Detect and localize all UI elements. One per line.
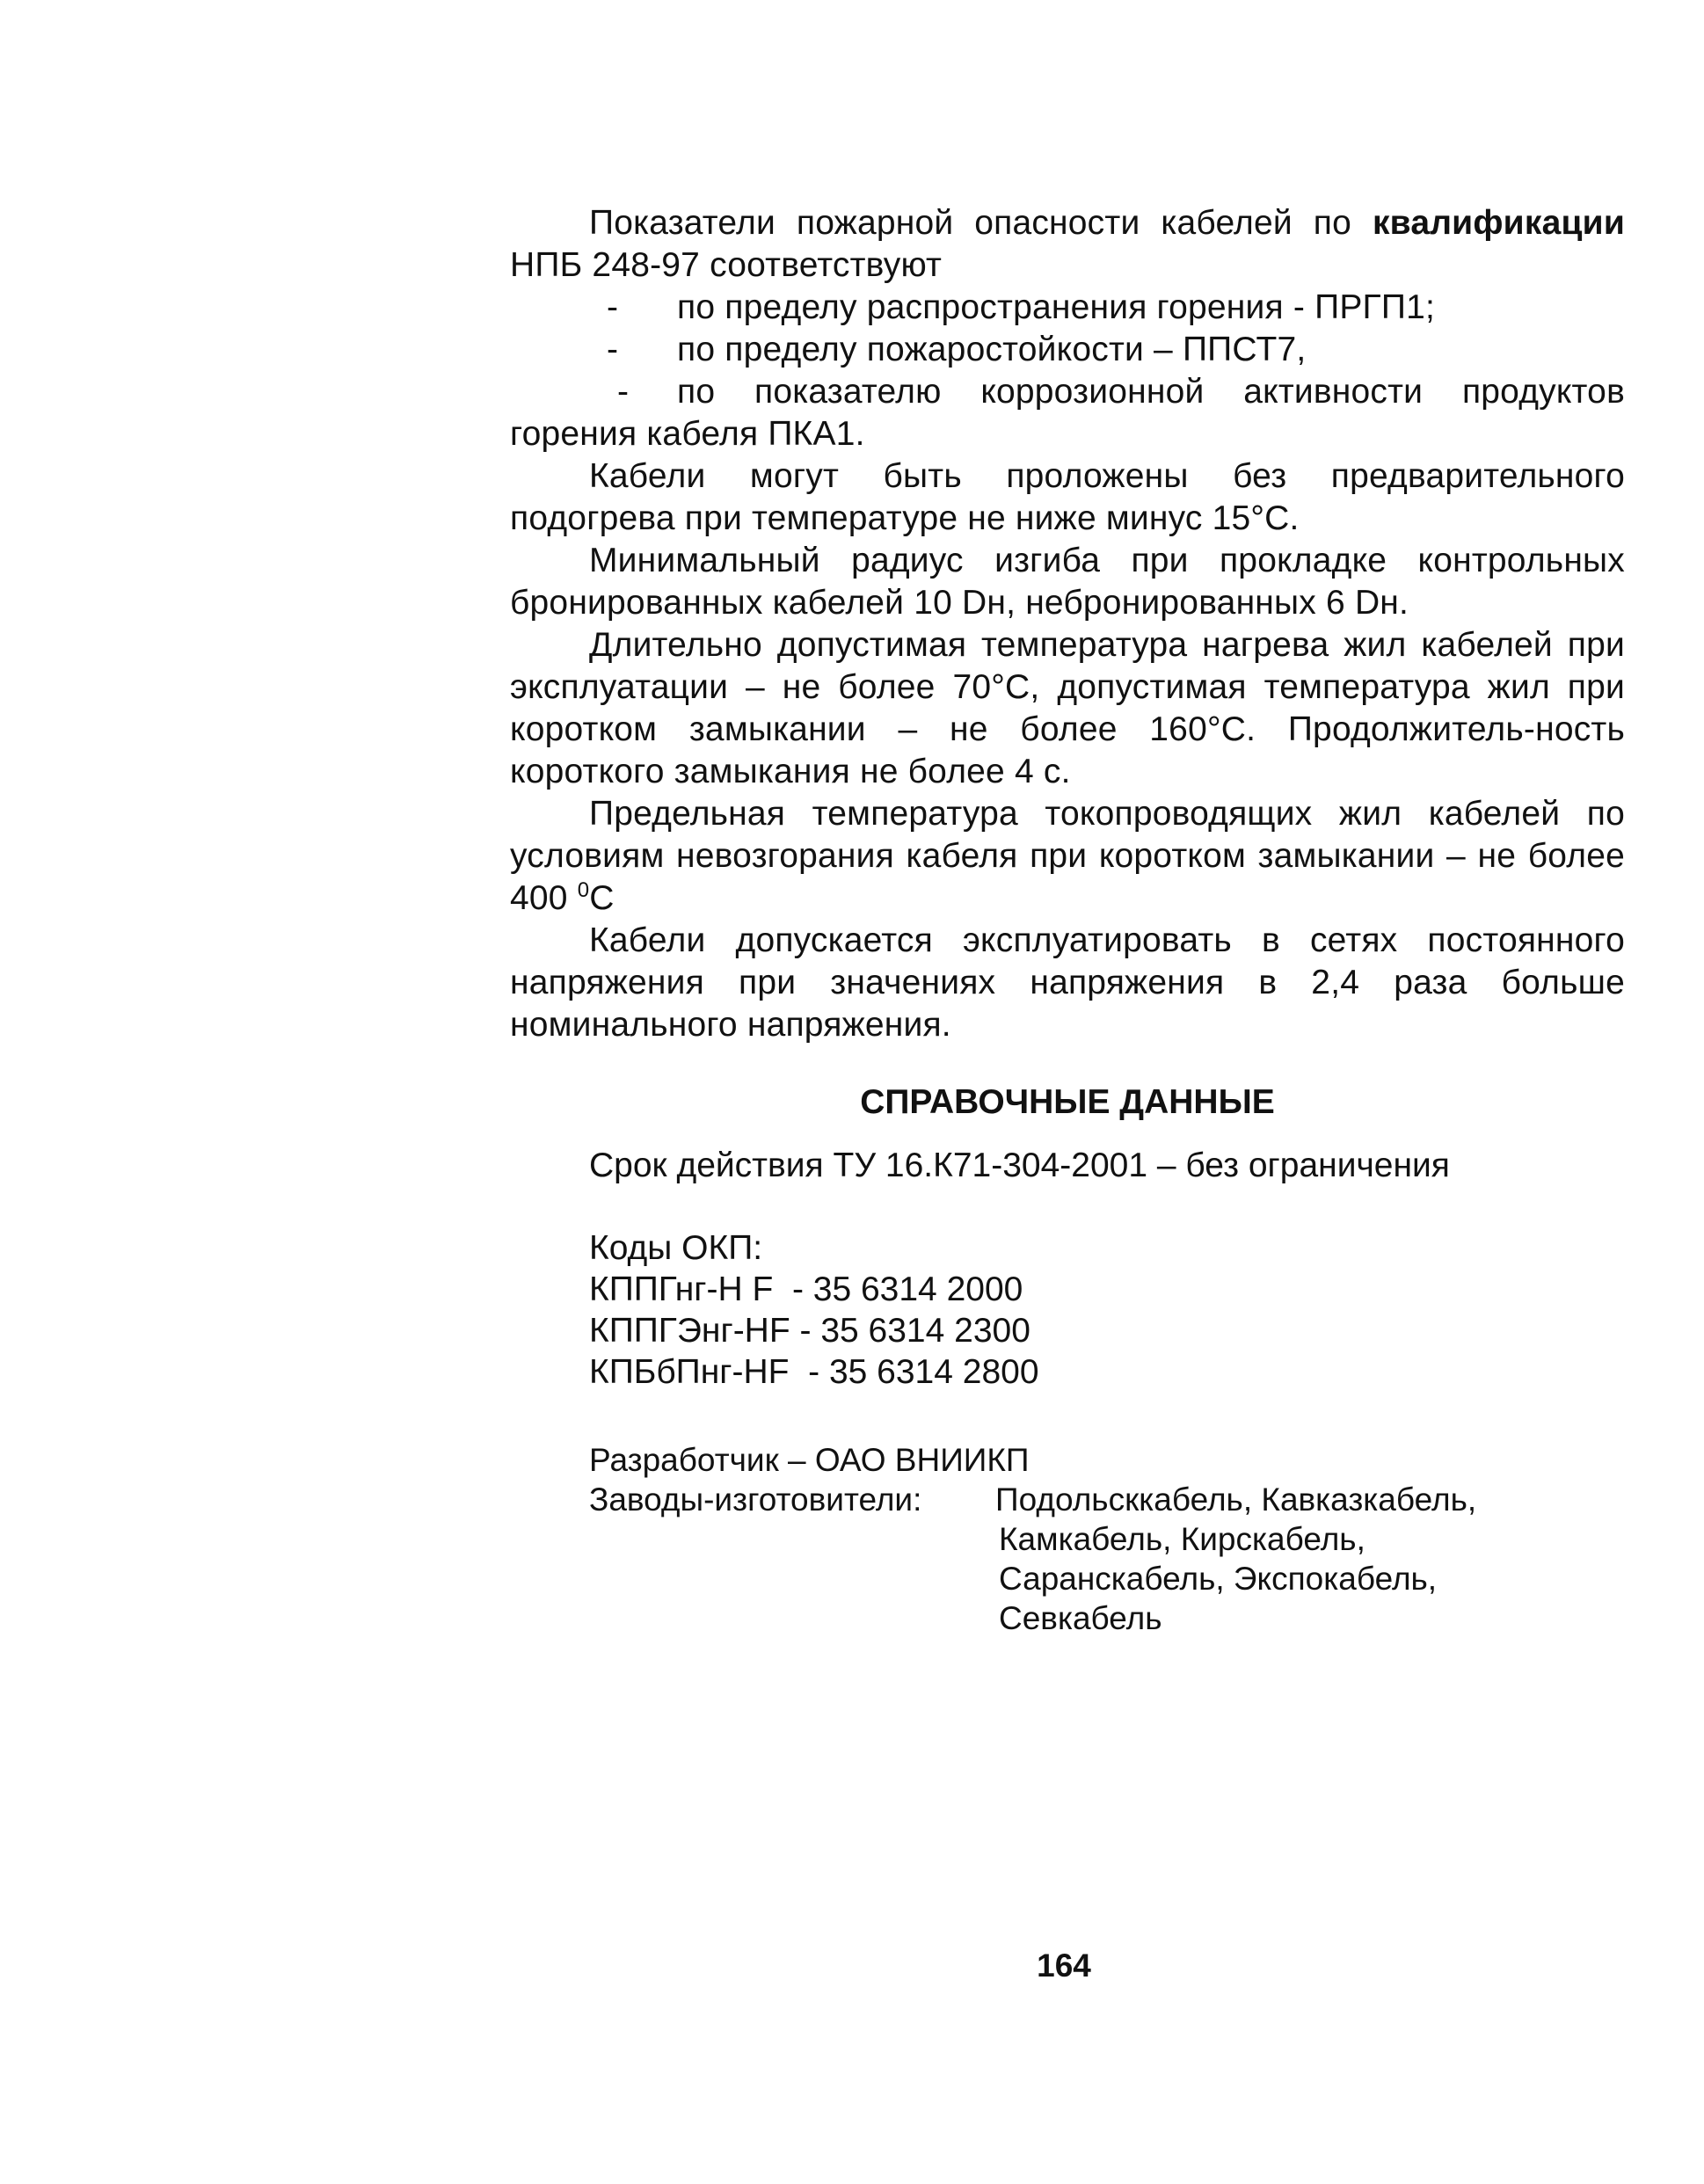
bend-radius-paragraph: Минимальный радиус изгиба при прокладке контрольных бронированных кабелей 10 Dн, небронированных 6 Dн. [510,542,1625,622]
developer-line: Разработчик – ОАО ВНИИКП [589,1442,1030,1478]
intro-text-start: Показатели пожарной опасности кабелей по [589,204,1373,242]
plants-line: Севкабель [999,1600,1162,1636]
degree-superscript: 0 [577,878,590,902]
bullet-dash: - [617,373,630,411]
section-title: СПРАВОЧНЫЕ ДАННЫЕ [860,1083,1275,1121]
bullet-dash: - [607,331,619,368]
body-text [510,202,1625,1046]
okp-code-row: КПБбПнг-HF - 35 6314 2800 [589,1353,1039,1391]
temperature-paragraph: Длительно допустимая температура нагрева жил кабелей при эксплуатации – не более 70°С, допустимая температура жил при коротком замыкании – не более 160°С. Продолжитель-ность короткого замыкания не более 4 с. [510,626,1625,790]
manufacturer-info [589,1440,1627,1638]
intro-paragraph [510,202,1625,287]
limit-temperature-paragraph [510,793,1625,920]
bullet-item [510,287,1625,329]
plants-line: Подольсккабель, Кавказкабель, [995,1481,1477,1518]
bullet-text: по пределу распространения горения - ПРГП1; [677,288,1436,326]
okp-code-row: КППГнг-Н F - 35 6314 2000 [589,1270,1023,1308]
okp-code-row: КППГЭнг-HF - 35 6314 2300 [589,1312,1030,1350]
plants-list [995,1480,1611,1638]
intro-text-bold: квалификации [1372,204,1625,242]
okp-heading: Коды ОКП: [589,1229,763,1267]
laying-paragraph: Кабели могут быть проложены без предварительного подогрева при температуре не ниже минус 15°С. [510,457,1625,537]
limit-unit: С [589,879,615,917]
plants-row [589,1480,1627,1638]
dc-network-paragraph: Кабели допускается эксплуатировать в сетях постоянного напряжения при значениях напряжения в 2,4 раза больше номинального напряжения. [510,921,1625,1044]
bullet-text: по показателю коррозионной активности продуктов горения кабеля ПКА1. [510,373,1625,453]
okp-codes [589,1227,1627,1393]
bullet-item [510,371,1625,455]
limit-text: Предельная температура токопроводящих жил кабелей по условиям невозгорания кабеля при коротком замыкании – не более 400 [510,795,1625,917]
validity-line: Срок действия ТУ 16.К71-304-2001 – без ограничения [589,1147,1450,1184]
plants-label: Заводы-изготовители: [589,1481,922,1518]
page-number: 164 [1037,1947,1091,1984]
bullet-dash: - [607,288,619,326]
bullet-text: по пределу пожаростойкости – ППСТ7, [677,331,1307,368]
intro-text-end: НПБ 248-97 соответствуют [510,246,943,284]
plants-line: Саранскабель, Экспокабель, [999,1561,1438,1597]
bullet-item [510,329,1625,371]
plants-line: Камкабель, Кирскабель, [999,1521,1365,1557]
